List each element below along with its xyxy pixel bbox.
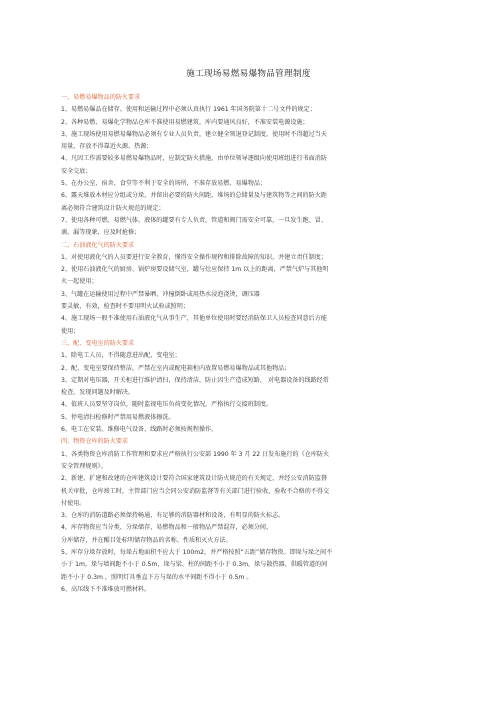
- body-line: 1、易燃易爆品在储存、使用和运输过程中必须认真执行 1961 年国务院第十二号文件的规定；: [61, 106, 316, 114]
- body-line: 1、除电工人员，不得随意进出配、变电室；: [61, 352, 181, 360]
- document-body: [61, 92, 436, 596]
- body-line: 6、高压线下不准堆放可燃材料。: [61, 585, 151, 593]
- body-line: 6、电工在安装、维修电气设备、线路时必须按规程操作。: [61, 426, 218, 434]
- document-title: 施工现场易燃易爆物品管理制度: [186, 69, 311, 79]
- body-line: 7、使用各种可燃、易燃气体、液体的罐要有专人负责，管道和阀门需安全可靠，一旦发生跑、冒、: [61, 216, 327, 224]
- body-line: 离必须符合建筑设计防火规范的规定；: [61, 204, 165, 212]
- body-line: 2、配、变电室要保持整洁，严禁在室内或配电箱柜内放置易燃易爆物品或其他物品；: [61, 364, 291, 372]
- section-heading: 二、石油液化气的防火要求: [61, 241, 135, 249]
- body-line: 安全交底；: [61, 167, 92, 175]
- body-line: 4、施工现场一般不准使用石油液化气从事生产，其他单位使用时要经消防保卫人员检查同意后方能: [61, 315, 327, 323]
- body-line: 使用；: [61, 327, 80, 335]
- body-line: 付使用。: [61, 499, 86, 507]
- body-line: 要灵敏，有效，检查时不要用明火试验或照明；: [61, 303, 189, 311]
- body-line: 2、新建、扩建和改建的仓库建筑设计要符合国家建筑设计防火规范的有关规定，并经公安消防监督: [61, 475, 327, 483]
- body-line: 分库储存，并在醒目处标明储存物品的名称、性质和灭火方法。: [61, 536, 232, 544]
- body-line: 4、值班人员要坚守岗位，随时监视电压负荷变化情况，严格执行交接班制度。: [61, 401, 273, 409]
- body-line: 5、停电清扫检修时严禁用易燃液体擦洗。: [61, 413, 175, 421]
- section-heading: 一、易燃易爆物品的防火要求: [61, 94, 141, 101]
- body-line: 检查，发现问题及时解决。: [61, 389, 135, 397]
- body-line: 3、气罐在运输使用过程中严禁暴晒，冲撞倒卧或用热水浸泡浇烫，调压器: [61, 290, 260, 298]
- body-line: 用量，存放不得靠近火源、热源；: [61, 143, 153, 151]
- body-line: 4、库存物资应当分类、分垛储存，易燃物品和一般物品严禁混存，必须分间、: [61, 524, 273, 532]
- body-line: 5、在办公室、宿舍、食堂等不利于安全的场所，不准存放易燃、易爆物品；: [61, 180, 266, 188]
- section-heading: 三、配、变电室的防火要求: [61, 339, 135, 347]
- body-line: 5、库存分垛存放时，每垛占地面积不应大于 100m2，并严格按照“五距”储存物资。即垛与垛之间不: [61, 548, 333, 556]
- body-line: 机关审批，仓库竣工时，主管部门应当会同公安消防监督等有关部门进行验收，验收不合格的不得交: [61, 487, 330, 495]
- body-line: 安全管理规则》。: [61, 462, 107, 470]
- body-line: 1、各类物资仓库消防工作管理和要求应严格执行公安部 1990 年 3 月 22 日发布施行的《仓库防火: [61, 450, 330, 458]
- section-heading: 四、物资仓库的防火要求: [61, 438, 129, 446]
- body-line: 6、露天堆放木材应分组或分垛，并留出必要的防火间距，堆场的总储量及与建筑物等之间的防火距: [61, 192, 327, 200]
- body-line: 2、使用石油液化气的厨房、锅炉房要设储气室，罐与灶应保持 1m 以上的距离，严禁气炉与其他明: [61, 266, 329, 274]
- body-line: 滴、漏等现象，应及时抢修；: [61, 229, 141, 237]
- body-line: 1、对使用液化气的人员要进行安全教育，懂得安全操作规程和排除故障的知识，并建立责任制度；: [61, 253, 327, 261]
- body-line: 小于 1m，垛与墙间距不小于 0.5m，垛与梁、柱的间距不小于 0.3m，垛与散热器、供暖管道的间: [61, 561, 328, 569]
- body-line: 火一起使用；: [61, 278, 98, 286]
- body-line: 3、仓库的消防道路必须保持畅通，有足够的消防器材和设备，有明显的防火标志。: [61, 512, 285, 520]
- body-line: 4、凡因工作需要较多易燃易爆物品时，应制定防火措施，由单位领导逐级向使用班组进行书面消防: [61, 155, 327, 163]
- body-line: 距不小于 0.3m ，照明灯具垂直下方与垛的水平间距不得小于 0.5m 。: [61, 573, 253, 581]
- body-line: 3、施工现场使用易燃易爆物品必须有专业人员负责，建立健全领退登记制度，使用时不得超过当天: [61, 130, 327, 138]
- body-line: 2、各种易燃、易爆化学物品仓库不准使用易燃建筑，库内要通风良好，不准安装电源设施；: [61, 118, 309, 126]
- body-line: 3、定期对电压器，开关柜进行维护清扫，保持清洁，防止因生产造成短路， 对电器设备的线路经常: [61, 376, 329, 384]
